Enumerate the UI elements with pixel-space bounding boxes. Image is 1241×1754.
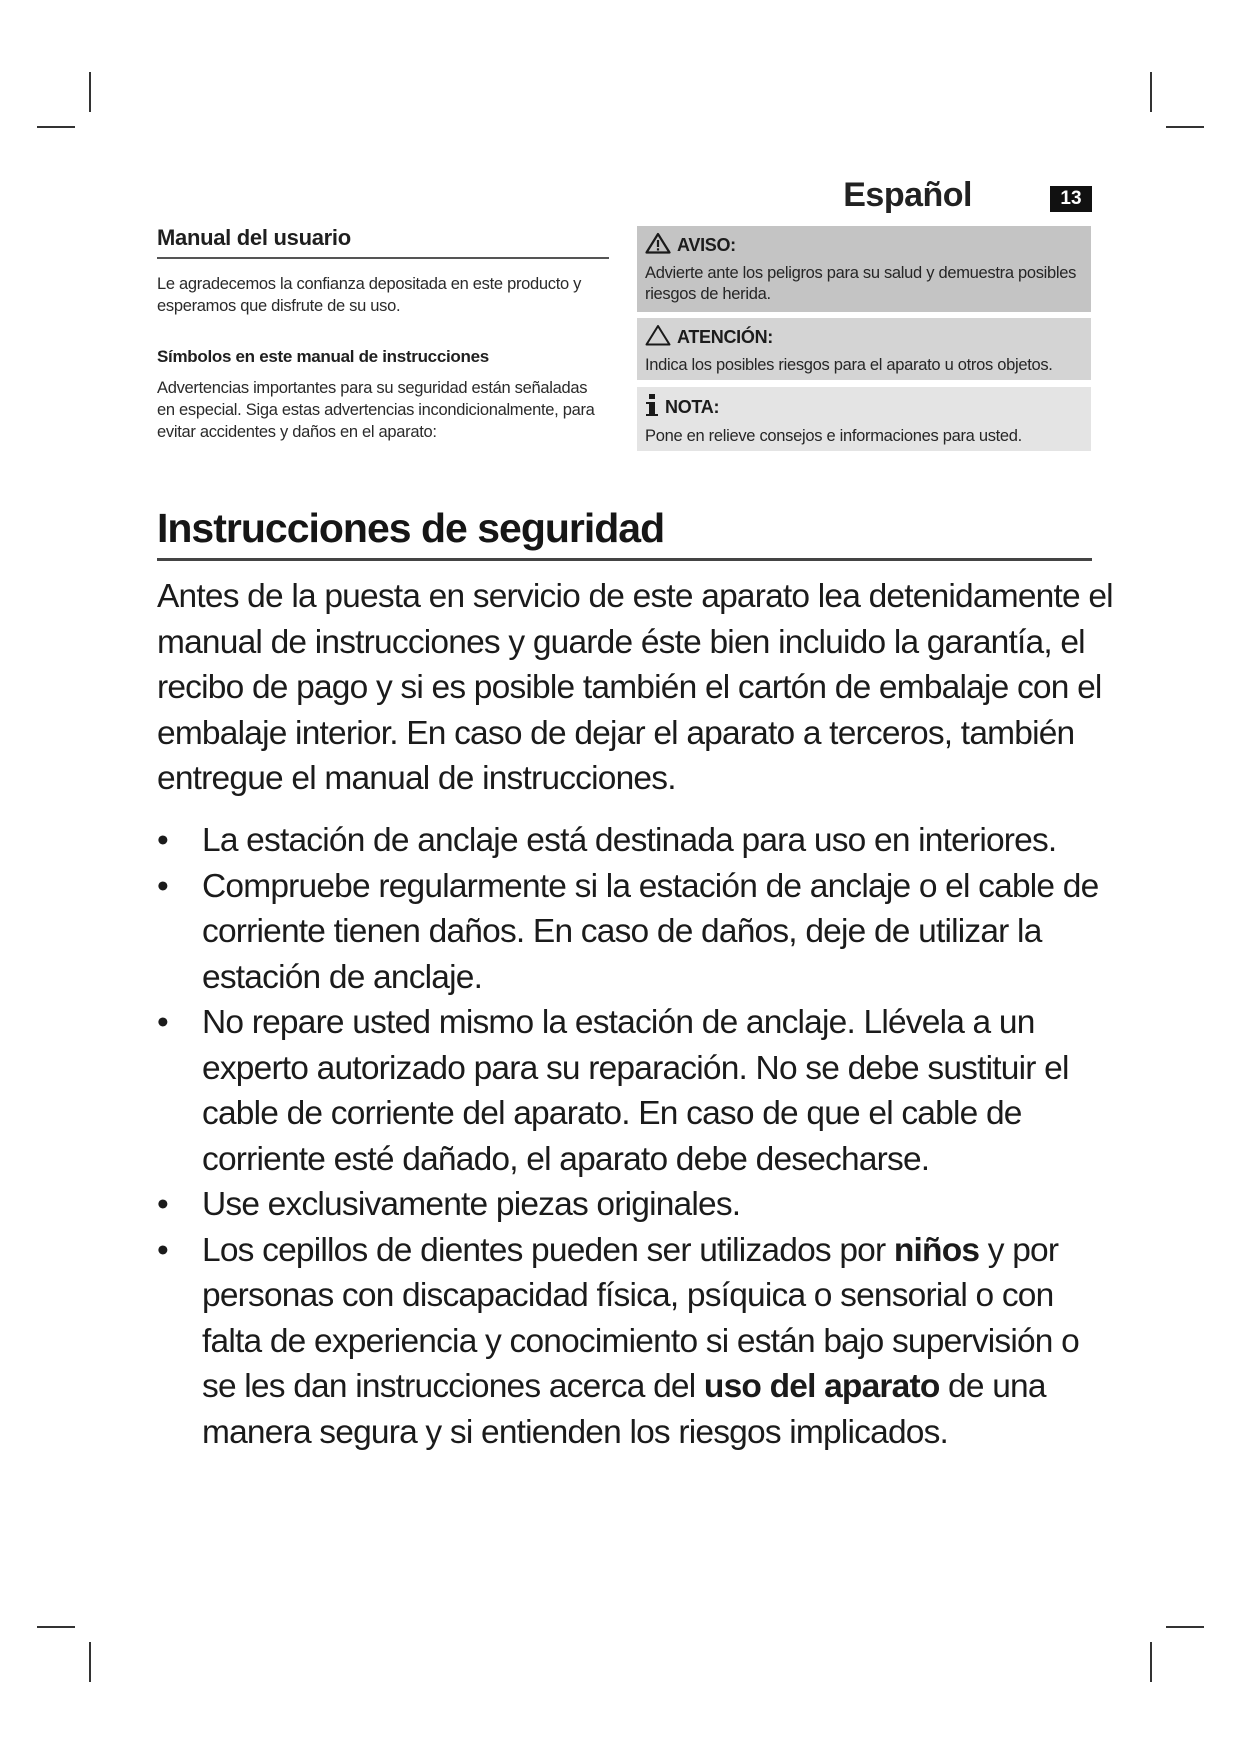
caution-triangle-icon (645, 324, 671, 351)
safety-intro: Antes de la puesta en servicio de este aparato lea detenidamente el manual de instrucciones y guarde éste bien incluido la garantía, el recibo de pago y si es posible también el cartón de embalaje con el embalaje interior. En caso de dejar el aparato a terceros, también entregue el manual de instrucciones. (157, 578, 1113, 797)
list-item (157, 1182, 1117, 1228)
notice-aviso-text: Advierte ante los peligros para su salud y demuestra posibles riesgos de herida. (645, 264, 1077, 303)
list-item-text: Los cepillos de dientes pueden ser utilizados por (202, 1231, 886, 1269)
user-manual-heading: Manual del usuario (157, 225, 609, 259)
list-item-text: de una manera segura y si entienden los riesgos implicados. (202, 1368, 1046, 1451)
notice-nota-text: Pone en relieve consejos e informaciones para usted. (645, 427, 1022, 445)
list-item-text: y por personas con discapacidad física, psíquica o sensorial o con falta de experiencia y conocimiento si están bajo supervisión o se les dan instrucciones acerca del (202, 1231, 1079, 1405)
crop-mark (89, 72, 91, 112)
notice-atencion-title: ATENCIÓN: (677, 327, 773, 347)
page-number: 13 (1050, 186, 1092, 212)
safety-title: Instrucciones de seguridad (157, 505, 665, 551)
list-item (157, 1000, 1117, 1182)
notice-aviso-title: AVISO: (677, 235, 736, 255)
crop-mark (89, 1642, 91, 1682)
crop-mark (1150, 1642, 1152, 1682)
crop-mark (1150, 72, 1152, 112)
user-manual-intro: Le agradecemos la confianza depositada en este producto y esperamos que disfrute de su uso. (157, 275, 582, 315)
notice-atencion (637, 318, 1091, 380)
list-item (157, 864, 1117, 1001)
list-item-text: La estación de anclaje está destinada para uso en interiores. (202, 822, 1057, 859)
user-manual-section (157, 225, 609, 443)
crop-mark (37, 126, 75, 128)
info-icon (645, 393, 659, 422)
symbols-heading: Símbolos en este manual de instrucciones (157, 347, 489, 366)
list-item-text: No repare usted mismo la estación de anclaje. Llévela a un experto autorizado para su reparación. No se debe sustituir el cable de corriente del aparato. En caso de que el cable de corriente esté dañado, el aparato debe desecharse. (202, 1004, 1069, 1178)
warning-triangle-icon (645, 232, 671, 259)
notice-nota-title: NOTA: (665, 397, 720, 417)
emphasis-ninos: niños (893, 1231, 980, 1269)
language-label: Español (843, 176, 972, 214)
safety-bullet-list (157, 818, 1117, 1455)
list-item (157, 818, 1117, 864)
list-item (157, 1228, 1117, 1456)
notice-nota (637, 387, 1091, 451)
list-item-text: Compruebe regularmente si la estación de anclaje o el cable de corriente tienen daños. En caso de daños, deje de utilizar la estación de anclaje. (202, 867, 1099, 996)
list-item-text: Use exclusivamente piezas originales. (202, 1186, 741, 1223)
symbols-text: Advertencias importantes para su seguridad están señaladas en especial. Siga estas advertencias incondicionalmente, para evitar accidentes y daños en el aparato: (157, 379, 595, 441)
notice-aviso (637, 226, 1091, 312)
crop-mark (1166, 126, 1204, 128)
crop-mark (37, 1626, 75, 1628)
notice-atencion-text: Indica los posibles riesgos para el aparato u otros objetos. (645, 356, 1053, 374)
title-divider (157, 558, 1092, 561)
emphasis-uso-del-aparato: uso del aparato (703, 1368, 940, 1405)
crop-mark (1166, 1626, 1204, 1628)
